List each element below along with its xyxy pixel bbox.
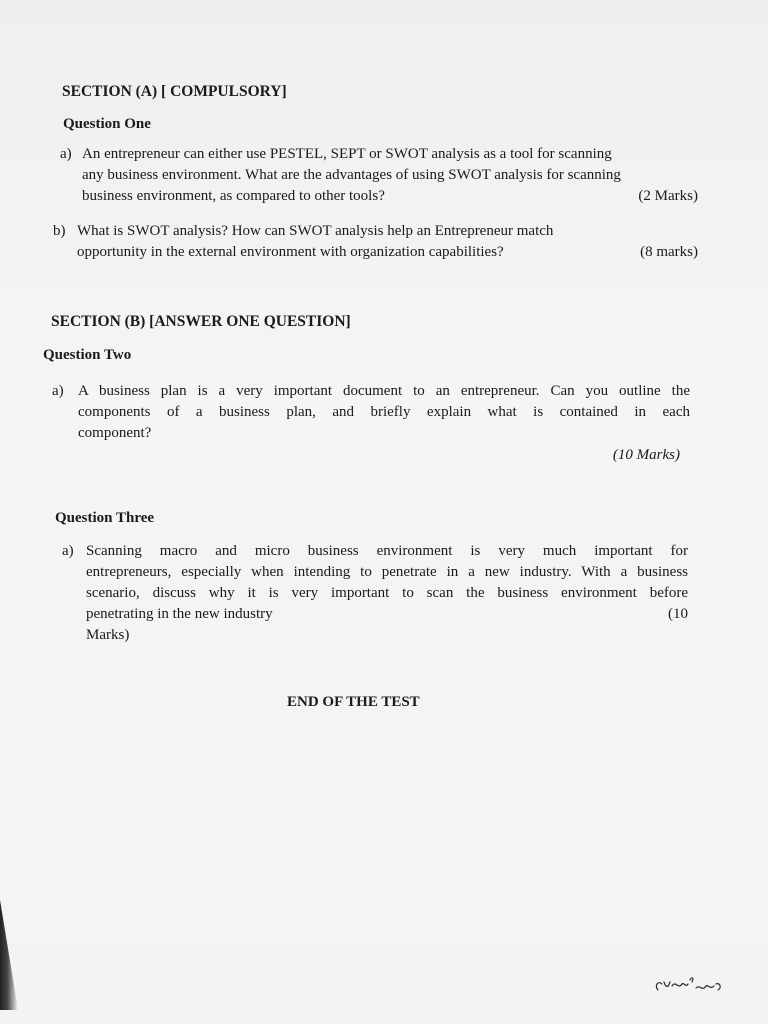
question-two-title: Question Two [43,347,132,363]
marks-label: (2 Marks) [638,188,698,204]
text-line: entrepreneurs, especially when intending to penetrate in a new industry. With a business [86,564,688,580]
text-line: An entrepreneur can either use PESTEL, SEPT or SWOT analysis as a tool for scanning [82,146,612,162]
question-three-title: Question Three [55,510,155,526]
section-b-title: SECTION (B) [ANSWER ONE QUESTION] [51,313,351,330]
question-one-part-a [60,144,700,210]
text-line: any business environment. What are the advantages of using SWOT analysis for scanning [82,167,621,183]
text-line: opportunity in the external environment with organization capabilities? [77,244,504,260]
text-line: business environment, as compared to other tools? [82,188,385,204]
marks-label: (10 Marks) [612,447,680,463]
text-line: penetrating in the new industry [86,606,273,622]
text-line: components of a business plan, and briefly explain what is contained in each [78,404,690,420]
item-label: a) [52,383,64,399]
question-one-part-b [53,221,699,265]
question-two-part-a [52,381,692,469]
scan-edge-shadow [0,900,18,1010]
end-of-test-label: END OF THE TEST [287,694,420,710]
text-line: What is SWOT analysis? How can SWOT analysis help an Entrepreneur match [77,223,554,239]
question-one-title: Question One [63,116,151,132]
marks-label: (10 [668,606,688,622]
question-three-part-a [62,541,690,651]
handwritten-signature-icon [652,972,732,998]
marks-label: (8 marks) [640,244,698,260]
text-line: A business plan is a very important document to an entrepreneur. Can you outline the [78,383,690,399]
text-line: component? [78,425,152,441]
marks-label: Marks) [86,627,130,643]
item-label: a) [62,543,74,559]
item-label: b) [53,223,66,239]
section-a-title: SECTION (A) [ COMPULSORY] [62,83,287,100]
text-line: Scanning macro and micro business environment is very much important for [86,543,688,559]
item-label: a) [60,146,72,162]
text-line: scenario, discuss why it is very important to scan the business environment before [86,585,688,601]
